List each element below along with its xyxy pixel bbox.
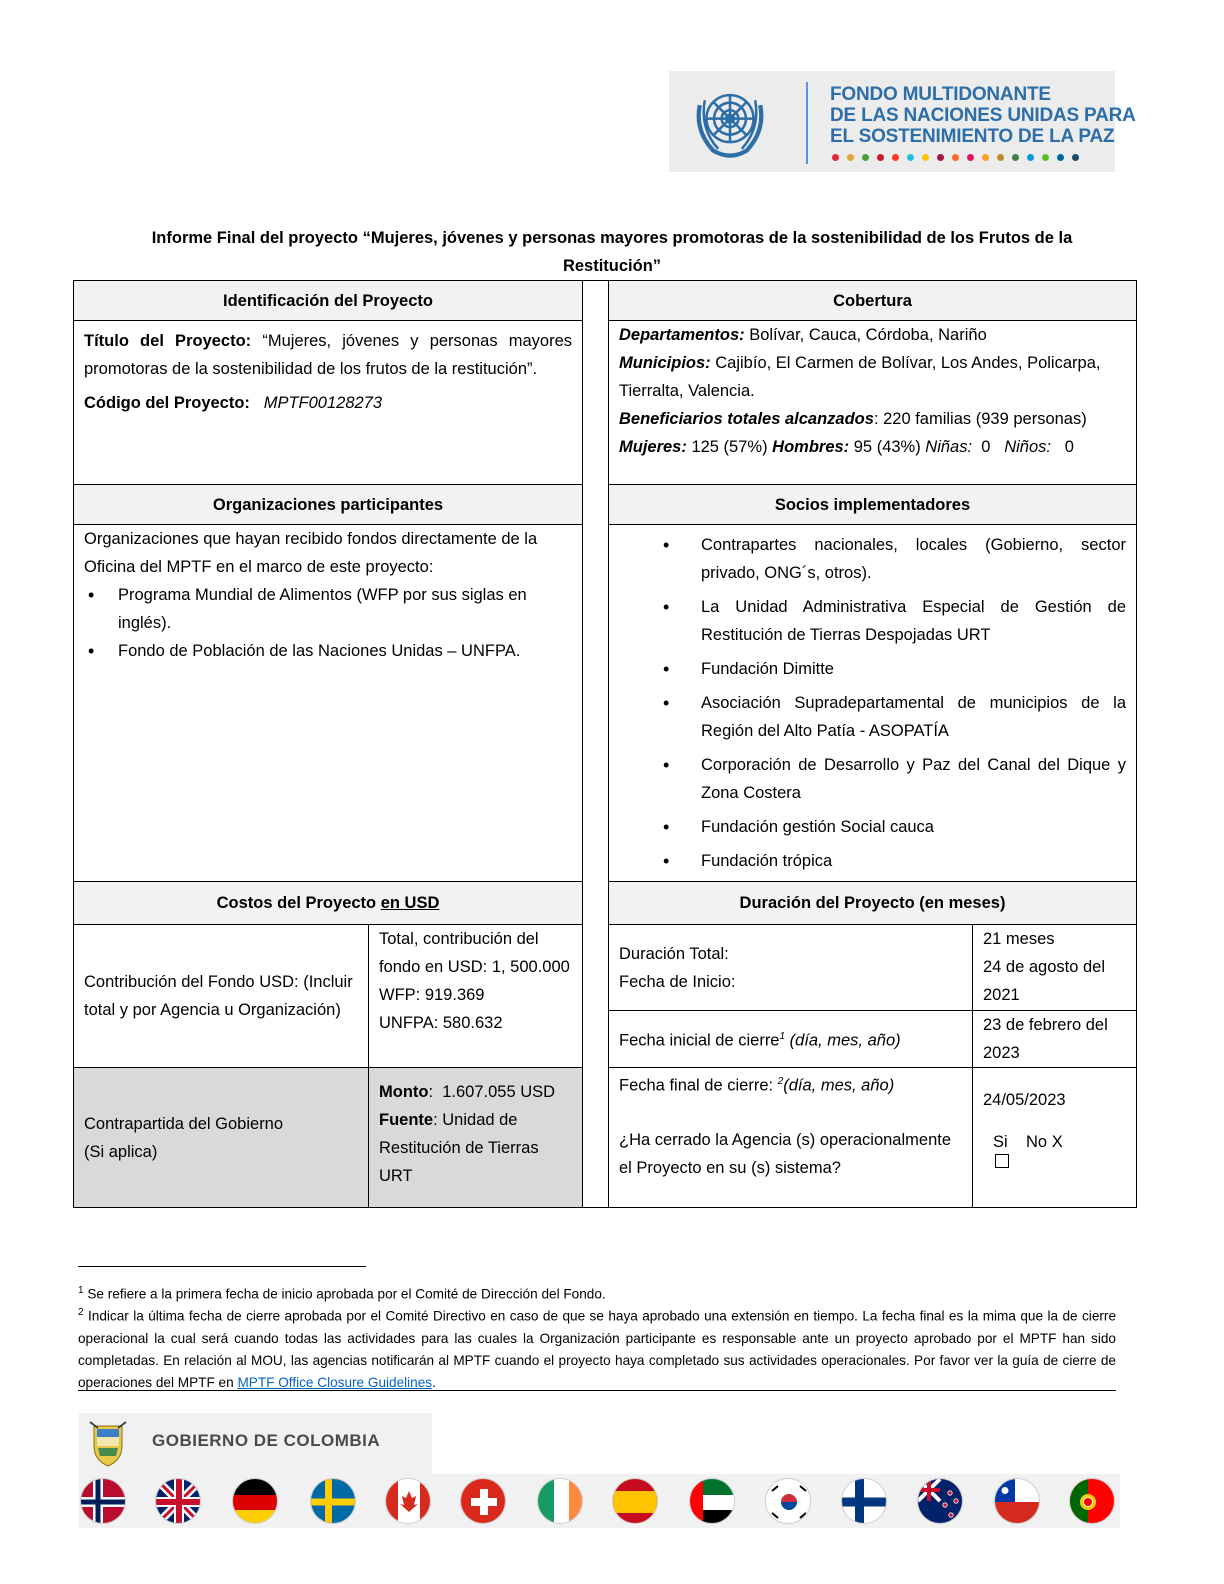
closure-guidelines-link[interactable]: MPTF Office Closure Guidelines — [237, 1374, 433, 1390]
spain-flag-icon — [612, 1478, 658, 1524]
contribucion-unfpa: UNFPA: 580.632 — [379, 1014, 503, 1032]
monto: Monto: 1.607.055 USD — [379, 1083, 556, 1101]
duracion-label-cell — [608, 924, 973, 1011]
sdg-dot — [907, 154, 914, 161]
list-item: • Programa Mundial de Alimentos (WFP por sus siglas en inglés). — [84, 581, 572, 637]
pregunta-cierre: ¿Ha cerrado la Agencia (s) operacionalmente el Proyecto en su (s) sistema? — [619, 1130, 952, 1177]
organizaciones-header: Organizaciones participantes — [73, 484, 583, 525]
sdg-dot — [1027, 154, 1034, 161]
duracion-header: Duración del Proyecto (en meses) — [608, 881, 1137, 925]
cierre-inicial-label: Fecha inicial de cierre$^1$ (día, mes, año) — [619, 1031, 901, 1050]
sdg-dot — [967, 154, 974, 161]
list-item: • Asociación Supradepartamental de municipios de la Región del Alto Patía - ASOPATÍA — [619, 689, 1126, 745]
list-item: • La Unidad Administrativa Especial de Gestión de Restitución de Tierras Despojadas URT — [619, 593, 1126, 649]
departamentos: Departamentos: Bolívar, Cauca, Córdoba, Nariño — [619, 326, 987, 344]
sdg-dot — [847, 154, 854, 161]
ireland-flag-icon — [537, 1478, 583, 1524]
list-item: • Corporación de Desarrollo y Paz del Canal del Dique y Zona Costera — [619, 751, 1126, 807]
norway-flag-icon — [80, 1478, 126, 1524]
no-label: No X — [1026, 1133, 1063, 1151]
municipios: Municipios: Cajibío, El Carmen de Bolívar, Los Andes, Policarpa, Tierralta, Valencia. — [619, 354, 1101, 400]
socios-cell — [608, 524, 1137, 882]
sdg-dot — [952, 154, 959, 161]
organizaciones-cell — [73, 524, 583, 882]
finland-flag-icon — [841, 1478, 887, 1524]
contrapartida-sub: (Si aplica) — [84, 1142, 158, 1161]
list-item: • Fundación Dimitte — [619, 655, 1126, 683]
identificacion-cell — [73, 320, 583, 485]
cierre-inicial-label-cell — [608, 1010, 973, 1068]
sdg-dot — [1042, 154, 1049, 161]
title-line-1: Informe Final del proyecto “Mujeres, jóvenes y personas mayores promotoras de la sostenibilidad de los Frutos de la — [151, 229, 1073, 247]
contribucion-label: Contribución del Fondo USD: (Incluir total y por Agencia u Organización) — [84, 973, 353, 1019]
footnote-bottom-rule — [78, 1390, 1116, 1391]
sdg-dot — [832, 154, 839, 161]
cobertura-header: Cobertura — [608, 280, 1137, 321]
sdg-dot — [877, 154, 884, 161]
costos-header: Costos del Proyecto en USD — [73, 881, 583, 925]
un-emblem-icon — [688, 80, 772, 164]
list-item: • Fondo de Población de las Naciones Unidas – UNFPA. — [84, 637, 572, 665]
gobierno-colombia-text: GOBIERNO DE COLOMBIA — [152, 1431, 381, 1450]
sdg-dot — [1012, 154, 1019, 161]
footnote-1: $^1$ Se refiere a la primera fecha de inicio aprobada por el Comité de Dirección del Fondo. — [78, 1285, 606, 1302]
contrapartida-label-cell — [73, 1067, 369, 1208]
organizaciones-intro: Organizaciones que hayan recibido fondos directamente de la Oficina del MPTF en el marco de este proyecto: — [84, 530, 538, 576]
socios-header: Socios implementadores — [608, 484, 1137, 525]
uae-flag-icon — [689, 1478, 735, 1524]
organizaciones-list — [84, 581, 572, 665]
contrapartida-label: Contrapartida del Gobierno — [84, 1114, 284, 1133]
contribucion-label-cell — [73, 924, 369, 1068]
footnote-separator — [78, 1266, 366, 1267]
uk-flag-icon — [155, 1478, 201, 1524]
si-checkbox[interactable] — [995, 1154, 1009, 1168]
portugal-flag-icon — [1069, 1478, 1115, 1524]
duracion-value-cell — [972, 924, 1137, 1011]
sdg-dot — [862, 154, 869, 161]
new-zealand-flag-icon — [917, 1478, 963, 1524]
duracion-total-value: 21 meses — [983, 930, 1055, 948]
colombia-coat-of-arms-icon — [88, 1420, 128, 1468]
fecha-inicio-label: Fecha de Inicio: — [619, 972, 736, 991]
contribucion-value-cell — [368, 924, 583, 1068]
codigo-proyecto: Código del Proyecto: MPTF00128273 — [84, 394, 383, 412]
beneficiarios: Beneficiarios totales alcanzados: 220 familias (939 personas) — [619, 410, 1087, 428]
un-logo-line-3: EL SOSTENIMIENTO DE LA PAZ — [830, 126, 1115, 147]
document-title — [90, 224, 1134, 280]
fuente: Fuente: Unidad de Restitución de Tierras URT — [379, 1111, 539, 1185]
switzerland-flag-icon — [460, 1478, 506, 1524]
title-line-2: Restitución” — [562, 257, 662, 275]
cierre-respuesta — [983, 1128, 1126, 1156]
table-spacer-column — [582, 280, 609, 1208]
un-logo-line-1: FONDO MULTIDONANTE — [830, 84, 1051, 105]
sdg-dot — [997, 154, 1004, 161]
footnote-2: $^2$ Indicar la última fecha de cierre aprobada por el Comité Directivo en caso de que se haya aprobado una extensión en tiempo. La fecha final es la mima que la de cierre operacional la cual será cuando todas las actividades para las cuales la Organización participante es responsable ante un proyecto aprobado por el MPTF han sido completadas. En relación al MOU, las agencias notificarán al MPTF cuando el proyecto haya completado sus actividades operacionales. Por favor ver la guía de cierre de operaciones del MPTF en MPTF Office Closure Guidelines. — [78, 1307, 1116, 1390]
fecha-inicio-value: 24 de agosto del 2021 — [983, 958, 1106, 1004]
sweden-flag-icon — [310, 1478, 356, 1524]
canada-flag-icon — [385, 1478, 431, 1524]
chile-flag-icon — [994, 1478, 1040, 1524]
germany-flag-icon — [232, 1478, 278, 1524]
duracion-total-label: Duración Total: — [619, 944, 729, 963]
list-item: • Fundación gestión Social cauca — [619, 813, 1126, 841]
un-logo-line-2: DE LAS NACIONES UNIDAS PARA — [830, 105, 1136, 126]
list-item: • Fundación trópica — [619, 847, 1126, 875]
logo-divider — [806, 82, 808, 164]
cobertura-cell — [608, 320, 1137, 485]
list-item: • Contrapartes nacionales, locales (Gobierno, sector privado, ONG´s, otros). — [619, 531, 1126, 587]
cierre-final-value-cell — [972, 1067, 1137, 1208]
sdg-dot — [922, 154, 929, 161]
cierre-final-label-cell — [608, 1067, 973, 1208]
si-label: Si — [993, 1133, 1008, 1151]
cierre-final-value: 24/05/2023 — [983, 1091, 1066, 1109]
sdg-dot — [1072, 154, 1079, 161]
sdg-dot — [892, 154, 899, 161]
sdg-dot — [982, 154, 989, 161]
sdg-dot — [1057, 154, 1064, 161]
contrapartida-value-cell — [368, 1067, 583, 1208]
cierre-inicial-value-cell — [972, 1010, 1137, 1068]
contribucion-wfp: WFP: 919.369 — [379, 986, 485, 1004]
socios-list — [619, 531, 1126, 875]
contribucion-total: Total, contribución del fondo en USD: 1, 500.000 — [379, 930, 570, 976]
identificacion-header: Identificación del Proyecto — [73, 280, 583, 321]
sdg-dot — [937, 154, 944, 161]
sdg-color-dots — [832, 154, 1079, 162]
cierre-inicial-value: 23 de febrero del 2023 — [983, 1016, 1108, 1062]
south-korea-flag-icon — [765, 1478, 811, 1524]
cierre-final-label: Fecha final de cierre: $^2$(día, mes, año) — [619, 1076, 895, 1095]
desglose-genero: Mujeres: 125 (57%) Hombres: 95 (43%) Niñas: 0 Niños: 0 — [619, 438, 1074, 456]
titulo-proyecto: Título del Proyecto: “Mujeres, jóvenes y personas mayores promotoras de la sostenibilidad de los frutos de la restitución”. — [84, 332, 573, 378]
